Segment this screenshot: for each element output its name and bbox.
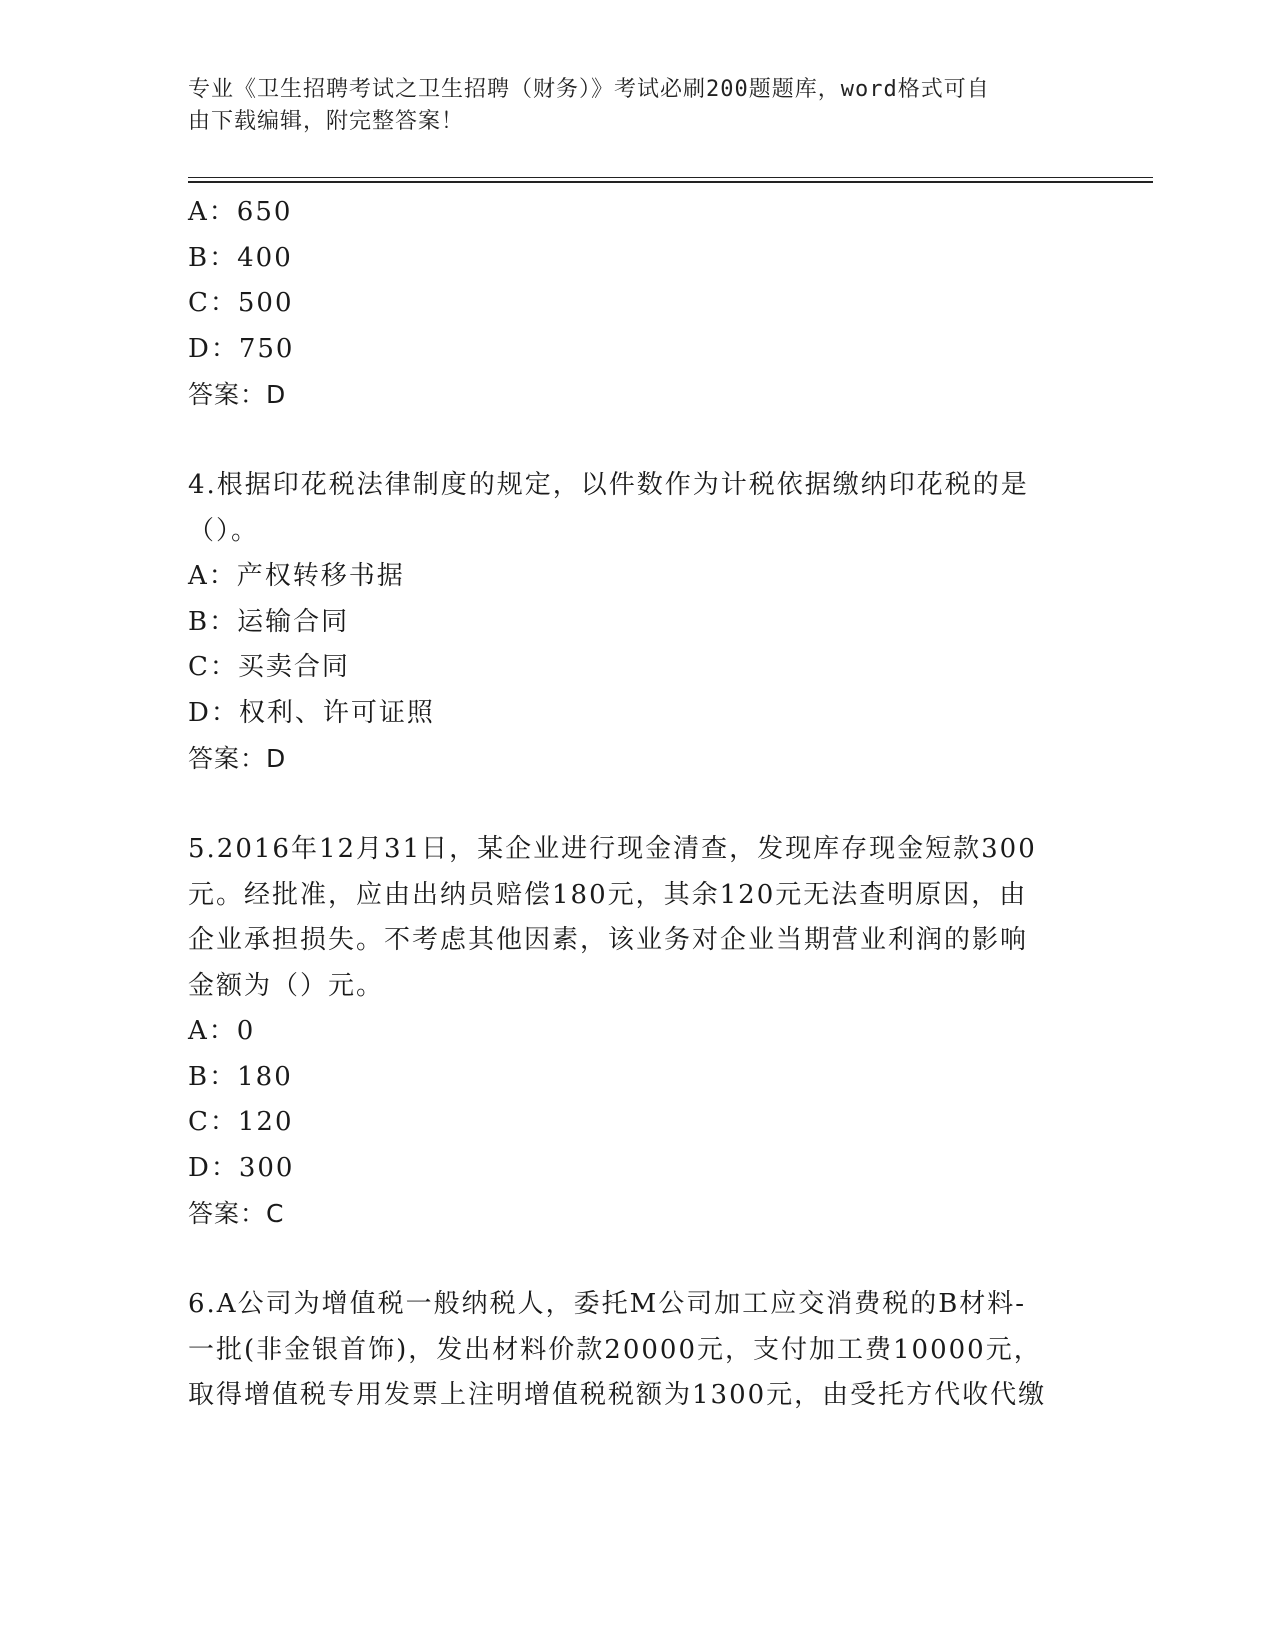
header-line: 由下载编辑，附完整答案！: [188, 109, 465, 134]
header-divider: [188, 177, 1153, 178]
spacer: [188, 418, 1068, 464]
option-d: D：750: [188, 333, 295, 364]
option-d: D：300: [188, 1152, 295, 1183]
page-header: [188, 74, 1068, 138]
option-a: A：650: [188, 197, 293, 227]
question-stem: 5.2016年12月31日，某企业进行现金清查，发现库存现金短款300: [188, 834, 1037, 864]
option-c: C：买卖合同: [188, 652, 350, 682]
question-stem: 金额为（）元。: [188, 970, 385, 1001]
spacer: [188, 782, 1068, 828]
question-6: [188, 1282, 1068, 1419]
option-a: A：产权转移书据: [188, 561, 405, 591]
question-stem: 取得增值税专用发票上注明增值税税额为1300元，由受托方代收代缴: [188, 1380, 1047, 1410]
header-divider: [188, 181, 1153, 183]
question-stem: 一批(非金银首饰)，发出材料价款20000元，支付加工费10000元，: [188, 1334, 1042, 1365]
header-line: 专业《卫生招聘考试之卫生招聘（财务）》考试必刷200题题库，word格式可自: [188, 77, 990, 102]
answer: 答案：D: [188, 380, 287, 409]
option-b: B：180: [188, 1061, 293, 1092]
question-stem: 元。经批准，应由出纳员赔偿180元，其余120元无法查明原因，由: [188, 879, 1028, 910]
answer: 答案：D: [188, 744, 287, 773]
question-5: [188, 827, 1068, 1237]
option-c: C：120: [188, 1107, 294, 1137]
answer: 答案：C: [188, 1199, 285, 1228]
option-a: A：0: [188, 1016, 256, 1046]
question-list: [188, 190, 1068, 1419]
question-3: [188, 190, 1068, 418]
option-c: C：500: [188, 288, 294, 318]
option-b: B：运输合同: [188, 606, 350, 637]
option-d: D：权利、许可证照: [188, 697, 435, 728]
question-stem: （）。: [188, 515, 260, 546]
question-stem: 4.根据印花税法律制度的规定，以件数作为计税依据缴纳印花税的是: [188, 470, 1029, 500]
question-stem: 企业承担损失。不考虑其他因素，该业务对企业当期营业利润的影响: [188, 925, 1029, 955]
question-4: [188, 463, 1068, 782]
option-b: B：400: [188, 242, 293, 273]
spacer: [188, 1237, 1068, 1283]
question-stem: 6.A公司为增值税一般纳税人，委托M公司加工应交消费税的B材料-: [188, 1289, 1027, 1319]
